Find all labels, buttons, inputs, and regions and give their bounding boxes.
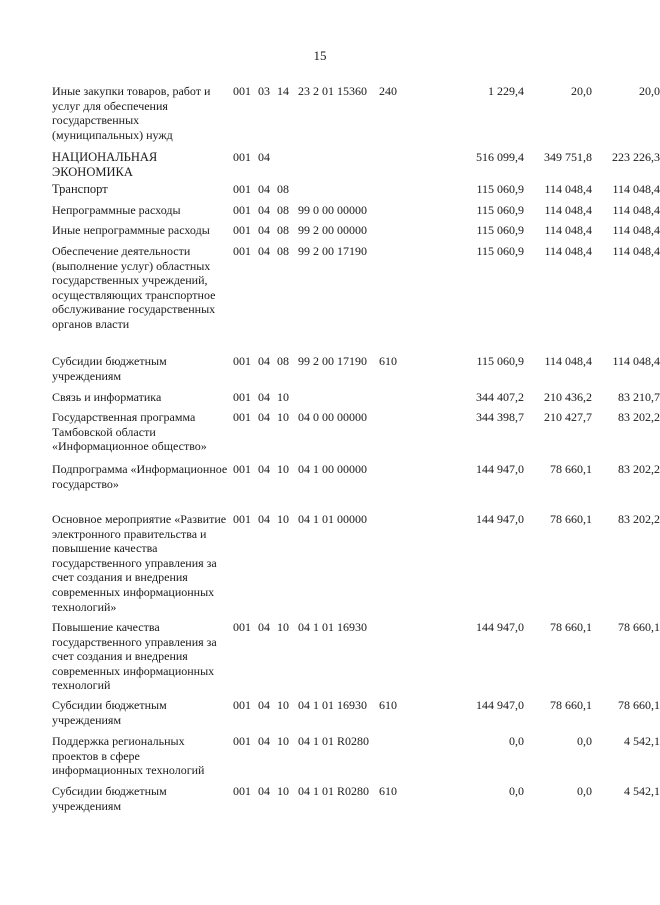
row-sum-3: 114 048,4 bbox=[612, 354, 660, 368]
row-name: Иные закупки товаров, работ и услуг для обеспечения государственных (муниципальных) нужд bbox=[52, 84, 211, 142]
table-row bbox=[52, 410, 660, 462]
row-sum-2: 114 048,4 bbox=[544, 244, 592, 258]
row-cs-code: 99 2 00 17190 bbox=[298, 354, 367, 368]
row-name: Связь и информатика bbox=[52, 390, 162, 404]
row-rz-code: 04 bbox=[258, 223, 270, 237]
row-name: Основное мероприятие «Развитие электронного правительства и повышение качества государственного управления за счет создания и внедрения современных информационных технологий» bbox=[52, 512, 227, 614]
row-rz-code: 04 bbox=[258, 354, 270, 368]
row-rz-code: 04 bbox=[258, 390, 270, 404]
row-name: Субсидии бюджетным учреждениям bbox=[52, 354, 167, 383]
row-name: Государственная программа Тамбовской области «Информационное общество» bbox=[52, 410, 207, 454]
row-sum-1: 1 229,4 bbox=[488, 84, 524, 98]
row-name: Непрограммные расходы bbox=[52, 203, 181, 217]
row-sum-3: 83 202,2 bbox=[618, 410, 660, 424]
row-pr-code: 10 bbox=[277, 462, 289, 476]
table-row bbox=[52, 512, 660, 620]
row-vr-code: 240 bbox=[379, 84, 397, 98]
row-sum-2: 78 660,1 bbox=[550, 462, 592, 476]
budget-table bbox=[52, 84, 660, 820]
row-cs-code: 04 1 01 16930 bbox=[298, 620, 367, 634]
row-sum-2: 349 751,8 bbox=[544, 150, 592, 164]
row-sum-3: 78 660,1 bbox=[618, 698, 660, 712]
row-sum-1: 115 060,9 bbox=[476, 354, 524, 368]
row-pr-code: 08 bbox=[277, 203, 289, 217]
row-name: Субсидии бюджетным учреждениям bbox=[52, 784, 167, 813]
row-pr-code: 10 bbox=[277, 620, 289, 634]
row-sum-3: 114 048,4 bbox=[612, 244, 660, 258]
row-sum-1: 516 099,4 bbox=[476, 150, 524, 164]
row-cs-code: 23 2 01 15360 bbox=[298, 84, 367, 98]
row-cs-code: 04 0 00 00000 bbox=[298, 410, 367, 424]
row-rz-code: 04 bbox=[258, 462, 270, 476]
row-gr-code: 001 bbox=[233, 512, 251, 526]
row-gr-code: 001 bbox=[233, 223, 251, 237]
table-row bbox=[52, 698, 660, 734]
row-sum-1: 344 398,7 bbox=[476, 410, 524, 424]
table-row bbox=[52, 734, 660, 784]
row-sum-2: 20,0 bbox=[571, 84, 592, 98]
row-rz-code: 04 bbox=[258, 620, 270, 634]
row-pr-code: 10 bbox=[277, 390, 289, 404]
row-sum-1: 115 060,9 bbox=[476, 182, 524, 196]
row-sum-1: 0,0 bbox=[509, 734, 524, 748]
row-sum-1: 115 060,9 bbox=[476, 244, 524, 258]
row-sum-2: 210 436,2 bbox=[544, 390, 592, 404]
row-sum-2: 78 660,1 bbox=[550, 512, 592, 526]
row-name: Иные непрограммные расходы bbox=[52, 223, 210, 237]
table-row bbox=[52, 203, 660, 223]
row-sum-1: 115 060,9 bbox=[476, 223, 524, 237]
row-sum-2: 0,0 bbox=[577, 784, 592, 798]
row-name: Транспорт bbox=[52, 182, 108, 196]
table-row bbox=[52, 390, 660, 410]
row-vr-code: 610 bbox=[379, 698, 397, 712]
row-pr-code: 10 bbox=[277, 784, 289, 798]
row-cs-code: 04 1 01 R0280 bbox=[298, 734, 370, 748]
row-rz-code: 04 bbox=[258, 203, 270, 217]
row-sum-3: 4 542,1 bbox=[624, 734, 660, 748]
table-row bbox=[52, 150, 660, 182]
row-pr-code: 08 bbox=[277, 223, 289, 237]
row-sum-2: 78 660,1 bbox=[550, 698, 592, 712]
row-sum-1: 144 947,0 bbox=[476, 698, 524, 712]
row-name: Поддержка региональных проектов в сфере информационных технологий bbox=[52, 734, 205, 778]
row-name: Подпрограмма «Информационное государство» bbox=[52, 462, 228, 491]
table-row bbox=[52, 182, 660, 203]
row-pr-code: 08 bbox=[277, 354, 289, 368]
row-sum-3: 223 226,3 bbox=[612, 150, 660, 164]
row-name: Повышение качества государственного управления за счет создания и внедрения современных информационных технологий bbox=[52, 620, 217, 693]
row-rz-code: 04 bbox=[258, 150, 270, 164]
row-gr-code: 001 bbox=[233, 698, 251, 712]
row-sum-2: 114 048,4 bbox=[544, 223, 592, 237]
row-pr-code: 08 bbox=[277, 182, 289, 196]
table-row bbox=[52, 462, 660, 512]
row-name: Обеспечение деятельности (выполнение услуг) областных государственных учреждений, осуществляющих транспортное обслуживание государственных органов власти bbox=[52, 244, 216, 331]
row-sum-1: 344 407,2 bbox=[476, 390, 524, 404]
table-row bbox=[52, 84, 660, 150]
row-pr-code: 10 bbox=[277, 410, 289, 424]
row-cs-code: 04 1 01 00000 bbox=[298, 512, 367, 526]
row-name: Субсидии бюджетным учреждениям bbox=[52, 698, 167, 727]
table-row bbox=[52, 244, 660, 354]
page-number: 15 bbox=[313, 48, 327, 63]
row-gr-code: 001 bbox=[233, 734, 251, 748]
row-rz-code: 04 bbox=[258, 512, 270, 526]
row-sum-1: 144 947,0 bbox=[476, 512, 524, 526]
row-sum-2: 78 660,1 bbox=[550, 620, 592, 634]
row-gr-code: 001 bbox=[233, 354, 251, 368]
row-rz-code: 04 bbox=[258, 182, 270, 196]
row-sum-3: 83 202,2 bbox=[618, 462, 660, 476]
row-sum-1: 115 060,9 bbox=[476, 203, 524, 217]
row-pr-code: 10 bbox=[277, 734, 289, 748]
row-rz-code: 04 bbox=[258, 244, 270, 258]
row-vr-code: 610 bbox=[379, 784, 397, 798]
row-rz-code: 04 bbox=[258, 784, 270, 798]
row-gr-code: 001 bbox=[233, 150, 251, 164]
row-sum-2: 210 427,7 bbox=[544, 410, 592, 424]
row-rz-code: 04 bbox=[258, 410, 270, 424]
row-sum-3: 4 542,1 bbox=[624, 784, 660, 798]
row-cs-code: 99 2 00 17190 bbox=[298, 244, 367, 258]
row-gr-code: 001 bbox=[233, 84, 251, 98]
row-gr-code: 001 bbox=[233, 462, 251, 476]
row-sum-3: 114 048,4 bbox=[612, 182, 660, 196]
row-pr-code: 10 bbox=[277, 512, 289, 526]
table-row bbox=[52, 354, 660, 390]
table-row bbox=[52, 620, 660, 698]
row-cs-code: 04 1 01 R0280 bbox=[298, 784, 370, 798]
row-sum-3: 78 660,1 bbox=[618, 620, 660, 634]
row-cs-code: 04 1 00 00000 bbox=[298, 462, 367, 476]
row-sum-3: 83 210,7 bbox=[618, 390, 660, 404]
row-sum-3: 114 048,4 bbox=[612, 223, 660, 237]
row-sum-3: 114 048,4 bbox=[612, 203, 660, 217]
row-sum-1: 0,0 bbox=[509, 784, 524, 798]
row-sum-1: 144 947,0 bbox=[476, 620, 524, 634]
row-gr-code: 001 bbox=[233, 620, 251, 634]
row-cs-code: 04 1 01 16930 bbox=[298, 698, 367, 712]
row-name: НАЦИОНАЛЬНАЯ ЭКОНОМИКА bbox=[52, 150, 158, 179]
row-gr-code: 001 bbox=[233, 784, 251, 798]
row-gr-code: 001 bbox=[233, 410, 251, 424]
row-sum-1: 144 947,0 bbox=[476, 462, 524, 476]
row-vr-code: 610 bbox=[379, 354, 397, 368]
row-sum-2: 114 048,4 bbox=[544, 203, 592, 217]
row-gr-code: 001 bbox=[233, 244, 251, 258]
row-sum-3: 20,0 bbox=[639, 84, 660, 98]
row-cs-code: 99 2 00 00000 bbox=[298, 223, 367, 237]
row-sum-3: 83 202,2 bbox=[618, 512, 660, 526]
row-cs-code: 99 0 00 00000 bbox=[298, 203, 367, 217]
row-pr-code: 10 bbox=[277, 698, 289, 712]
row-sum-2: 0,0 bbox=[577, 734, 592, 748]
row-rz-code: 04 bbox=[258, 734, 270, 748]
table-row bbox=[52, 784, 660, 820]
row-gr-code: 001 bbox=[233, 390, 251, 404]
row-gr-code: 001 bbox=[233, 203, 251, 217]
row-gr-code: 001 bbox=[233, 182, 251, 196]
row-sum-2: 114 048,4 bbox=[544, 182, 592, 196]
row-pr-code: 08 bbox=[277, 244, 289, 258]
row-pr-code: 14 bbox=[277, 84, 289, 98]
row-rz-code: 03 bbox=[258, 84, 270, 98]
row-sum-2: 114 048,4 bbox=[544, 354, 592, 368]
table-row bbox=[52, 223, 660, 244]
row-rz-code: 04 bbox=[258, 698, 270, 712]
